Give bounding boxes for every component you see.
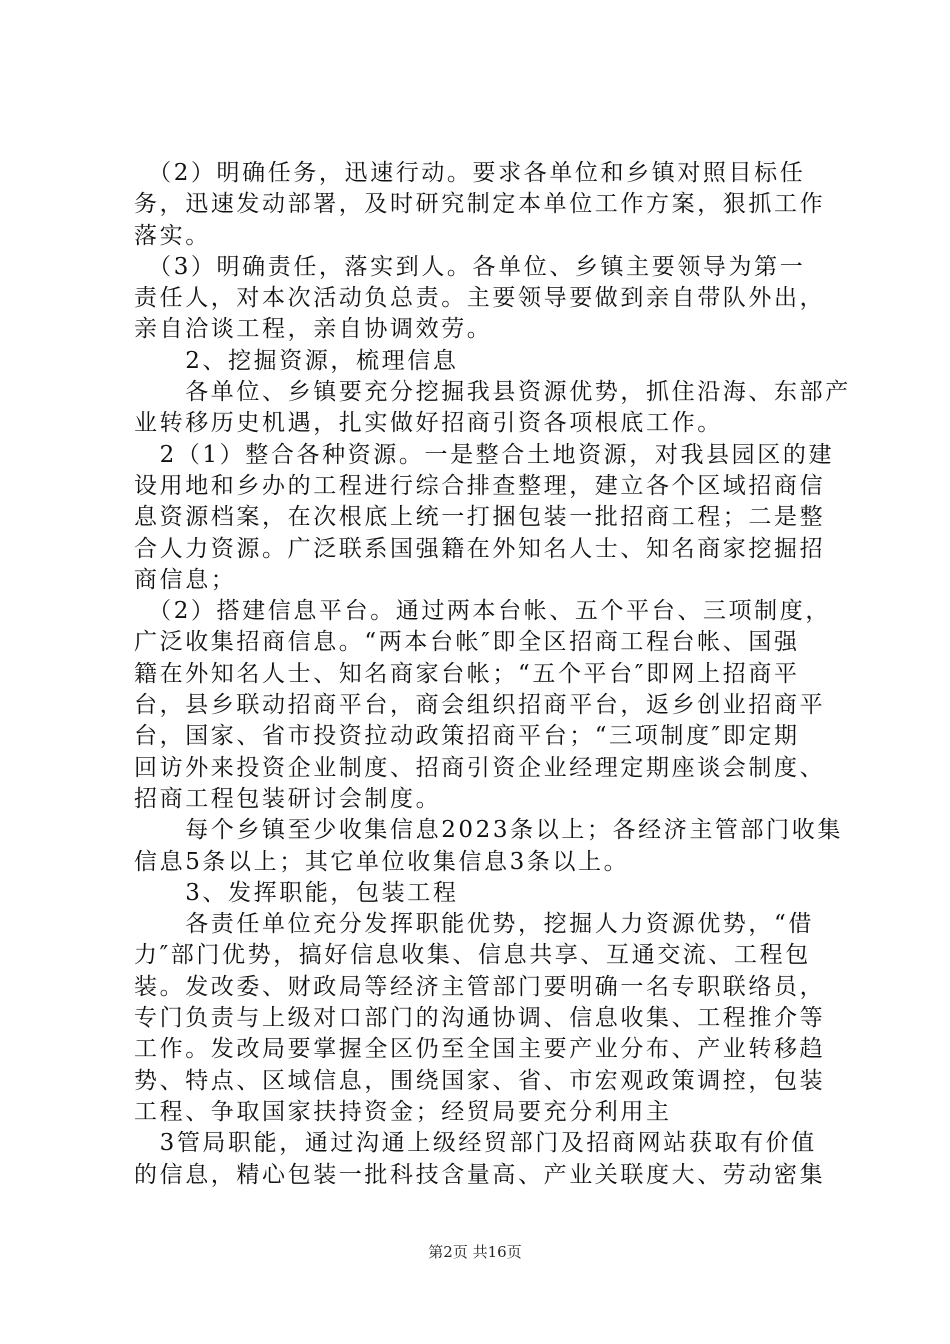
text-line: 装。发改委、财政局等经济主管部门要明确一名专职联络员， [134,973,826,1000]
text-line: 力″部门优势，搞好信息收集、信息共享、互通交流、工程包 [134,942,811,969]
text-line: 每个乡镇至少收集信息2023条以上；各经济主管部门收集 [134,817,843,844]
page-footer: 第2页 共16页 [428,1243,522,1261]
section-heading: 2、挖掘资源，梳理信息 [134,347,459,374]
text-line: 2（1）整合各种资源。一是整合土地资源，对我县园区的建 [134,441,835,468]
text-line: 各单位、乡镇要充分挖掘我县资源优势，抓住沿海、东部产 [134,379,851,406]
text-line: 信息5条以上；其它单位收集信息3条以上。 [134,848,630,875]
text-line: 合人力资源。广泛联系国强籍在外知名人士、知名商家挖掘招 [134,535,826,562]
section-heading: 3、发挥职能，包装工程 [134,879,459,906]
text-line: 台，国家、省市投资拉动政策招商平台；“三项制度″即定期 [134,723,800,750]
text-line: 工程、争取国家扶持资金；经贸局要充分利用主 [134,1098,672,1125]
text-line: 务，迅速发动部署，及时研究制定本单位工作方案，狠抓工作 [134,191,826,218]
text-line: 3管局职能，通过沟通上级经贸部门及招商网站获取有价值 [134,1130,817,1157]
text-line: （2）搭建信息平台。通过两本台帐、五个平台、三项制度， [134,598,831,625]
text-line: 台，县乡联动招商平台，商会组织招商平台，返乡创业招商平 [134,692,826,719]
text-line: 亲自洽谈工程，亲自协调效劳。 [134,316,493,343]
text-line: 工作。发改局要掌握全区仍至全国主要产业分布、产业转移趋 [134,1036,826,1063]
text-line: 招商工程包装研讨会制度。 [134,785,442,812]
text-line: 业转移历史机遇，扎实做好招商引资各项根底工作。 [134,410,723,437]
text-line: 回访外来投资企业制度、招商引资企业经理定期座谈会制度、 [134,754,826,781]
text-line: （3）明确责任，落实到人。各单位、乡镇主要领导为第一 [134,253,806,280]
text-line: 的信息，精心包装一批科技含量高、产业关联度大、劳动密集 [134,1161,826,1188]
text-line: 籍在外知名人士、知名商家台帐；“五个平台″即网上招商平 [134,660,800,687]
text-line: 各责任单位充分发挥职能优势，挖掘人力资源优势，“借 [134,911,814,938]
text-line: 责任人，对本次活动负总责。主要领导要做到亲自带队外出， [134,285,826,312]
text-line: （2）明确任务，迅速行动。要求各单位和乡镇对照目标任 [134,160,806,186]
text-line: 息资源档案，在次根底上统一打捆包装一批招商工程；二是整 [134,504,826,531]
text-line: 设用地和乡办的工程进行综合排查整理，建立各个区域招商信 [134,472,826,499]
text-line: 势、特点、区域信息，围绕国家、省、市宏观政策调控，包装 [134,1067,826,1094]
text-line: 专门负责与上级对口部门的沟通协调、信息收集、工程推介等 [134,1005,826,1032]
text-line: 落实。 [134,222,211,249]
text-line: 商信息； [134,566,237,593]
text-line: 广泛收集招商信息。“两本台帐″即全区招商工程台帐、国强 [134,629,800,656]
document-body [134,158,851,1191]
